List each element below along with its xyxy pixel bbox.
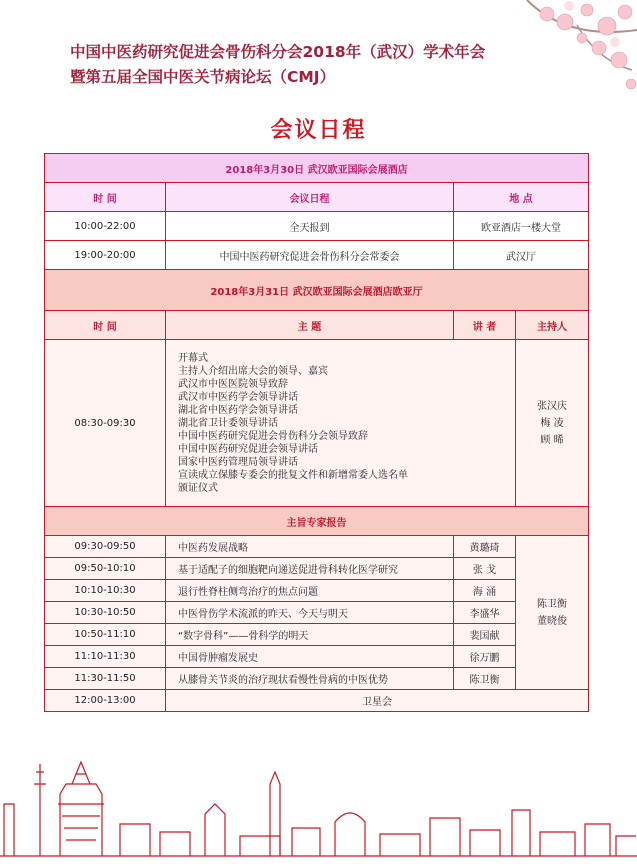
row-time: 19:00-20:00 [45, 241, 166, 270]
day1-header-agenda: 会议日程 [166, 183, 454, 212]
list-item: 主持人介绍出席大会的领导、嘉宾 [178, 365, 328, 377]
day2-header-time: 时 间 [45, 311, 166, 340]
table-row [45, 624, 589, 646]
talk-speaker: 李盛华 [454, 602, 516, 624]
list-item: 武汉市中医药学会领导讲话 [178, 391, 298, 403]
opening-hosts [516, 340, 589, 507]
host-name: 梅 凌 [540, 417, 564, 429]
talk-speaker: 张 戈 [454, 558, 516, 580]
talk-topic: 基于适配子的细胞靶向递送促进骨科转化医学研究 [166, 558, 454, 580]
talk-time: 10:50-11:10 [45, 624, 166, 646]
talk-time: 10:10-10:30 [45, 580, 166, 602]
talk-topic: 中医骨伤学术流派的昨天、今天与明天 [166, 602, 454, 624]
talk-speaker: 徐万鹏 [454, 646, 516, 668]
keynote-hosts [516, 536, 589, 690]
list-item: 国家中医药管理局领导讲话 [178, 456, 298, 468]
table-row [45, 536, 589, 558]
talk-time: 11:10-11:30 [45, 646, 166, 668]
talk-topic: 中医药发展战略 [166, 536, 454, 558]
table-row [45, 646, 589, 668]
talk-time: 10:30-10:50 [45, 602, 166, 624]
list-item: 湖北省中医药学会领导讲话 [178, 404, 298, 416]
opening-time: 08:30-09:30 [45, 340, 166, 507]
table-row [45, 212, 589, 241]
list-item: 颁证仪式 [178, 482, 218, 494]
table-row [45, 602, 589, 624]
talk-speaker: 海 涌 [454, 580, 516, 602]
opening-items [166, 340, 516, 507]
row-time: 10:00-22:00 [45, 212, 166, 241]
talk-speaker: 裴国献 [454, 624, 516, 646]
host-name: 陈卫衡 [537, 598, 567, 610]
table-row [45, 241, 589, 270]
talk-speaker: 黄璐琦 [454, 536, 516, 558]
schedule-table [44, 153, 589, 712]
talk-topic: 中国骨肿瘤发展史 [166, 646, 454, 668]
conference-title-line2: 暨第五届全国中医关节病论坛（CMJ） [70, 68, 336, 86]
table-row [45, 558, 589, 580]
talk-topic: 从膝骨关节炎的治疗现状看慢性骨病的中医优势 [166, 668, 454, 690]
host-name: 张汉庆 [537, 400, 567, 412]
break-time: 12:00-13:00 [45, 690, 166, 712]
day2-banner: 2018年3月31日 武汉欧亚国际会展酒店欧亚厅 [45, 270, 589, 311]
list-item: 中国中医药研究促进会骨伤科分会领导致辞 [178, 430, 368, 442]
list-item: 中国中医药研究促进会领导讲话 [178, 443, 318, 455]
day2-header-host: 主持人 [516, 311, 589, 340]
keynote-section-banner: 主旨专家报告 [45, 507, 589, 536]
conference-header [70, 40, 590, 90]
talk-time: 11:30-11:50 [45, 668, 166, 690]
host-name: 顾 晞 [540, 434, 564, 446]
talk-topic: “数字骨科”——骨科学的明天 [166, 624, 454, 646]
table-row [45, 340, 589, 507]
city-skyline-decoration [0, 744, 637, 864]
page-title: 会议日程 [270, 118, 367, 143]
day2-header-topic: 主 题 [166, 311, 454, 340]
list-item: 武汉市中医医院领导致辞 [178, 378, 288, 390]
day1-banner: 2018年3月30日 武汉欧亚国际会展酒店 [45, 154, 589, 183]
break-label: 卫星会 [166, 690, 589, 712]
list-item: 宣读成立保膝专委会的批复文件和新增常委人选名单 [178, 469, 408, 481]
row-agenda: 全天报到 [166, 212, 454, 241]
row-location: 欧亚酒店一楼大堂 [454, 212, 589, 241]
row-location: 武汉厅 [454, 241, 589, 270]
talk-topic: 退行性脊柱侧弯治疗的焦点问题 [166, 580, 454, 602]
list-item: 开幕式 [178, 352, 208, 364]
day1-header-location: 地 点 [454, 183, 589, 212]
host-name: 董晓俊 [537, 615, 567, 627]
talk-speaker: 陈卫衡 [454, 668, 516, 690]
talk-time: 09:50-10:10 [45, 558, 166, 580]
conference-title-line1: 中国中医药研究促进会骨伤科分会2018年（武汉）学术年会 [70, 43, 486, 61]
table-row [45, 668, 589, 690]
table-row [45, 690, 589, 712]
day2-header-speaker: 讲 者 [454, 311, 516, 340]
table-row [45, 580, 589, 602]
day1-header-time: 时 间 [45, 183, 166, 212]
list-item: 湖北省卫计委领导讲话 [178, 417, 278, 429]
row-agenda: 中国中医药研究促进会骨伤科分会常委会 [166, 241, 454, 270]
talk-time: 09:30-09:50 [45, 536, 166, 558]
